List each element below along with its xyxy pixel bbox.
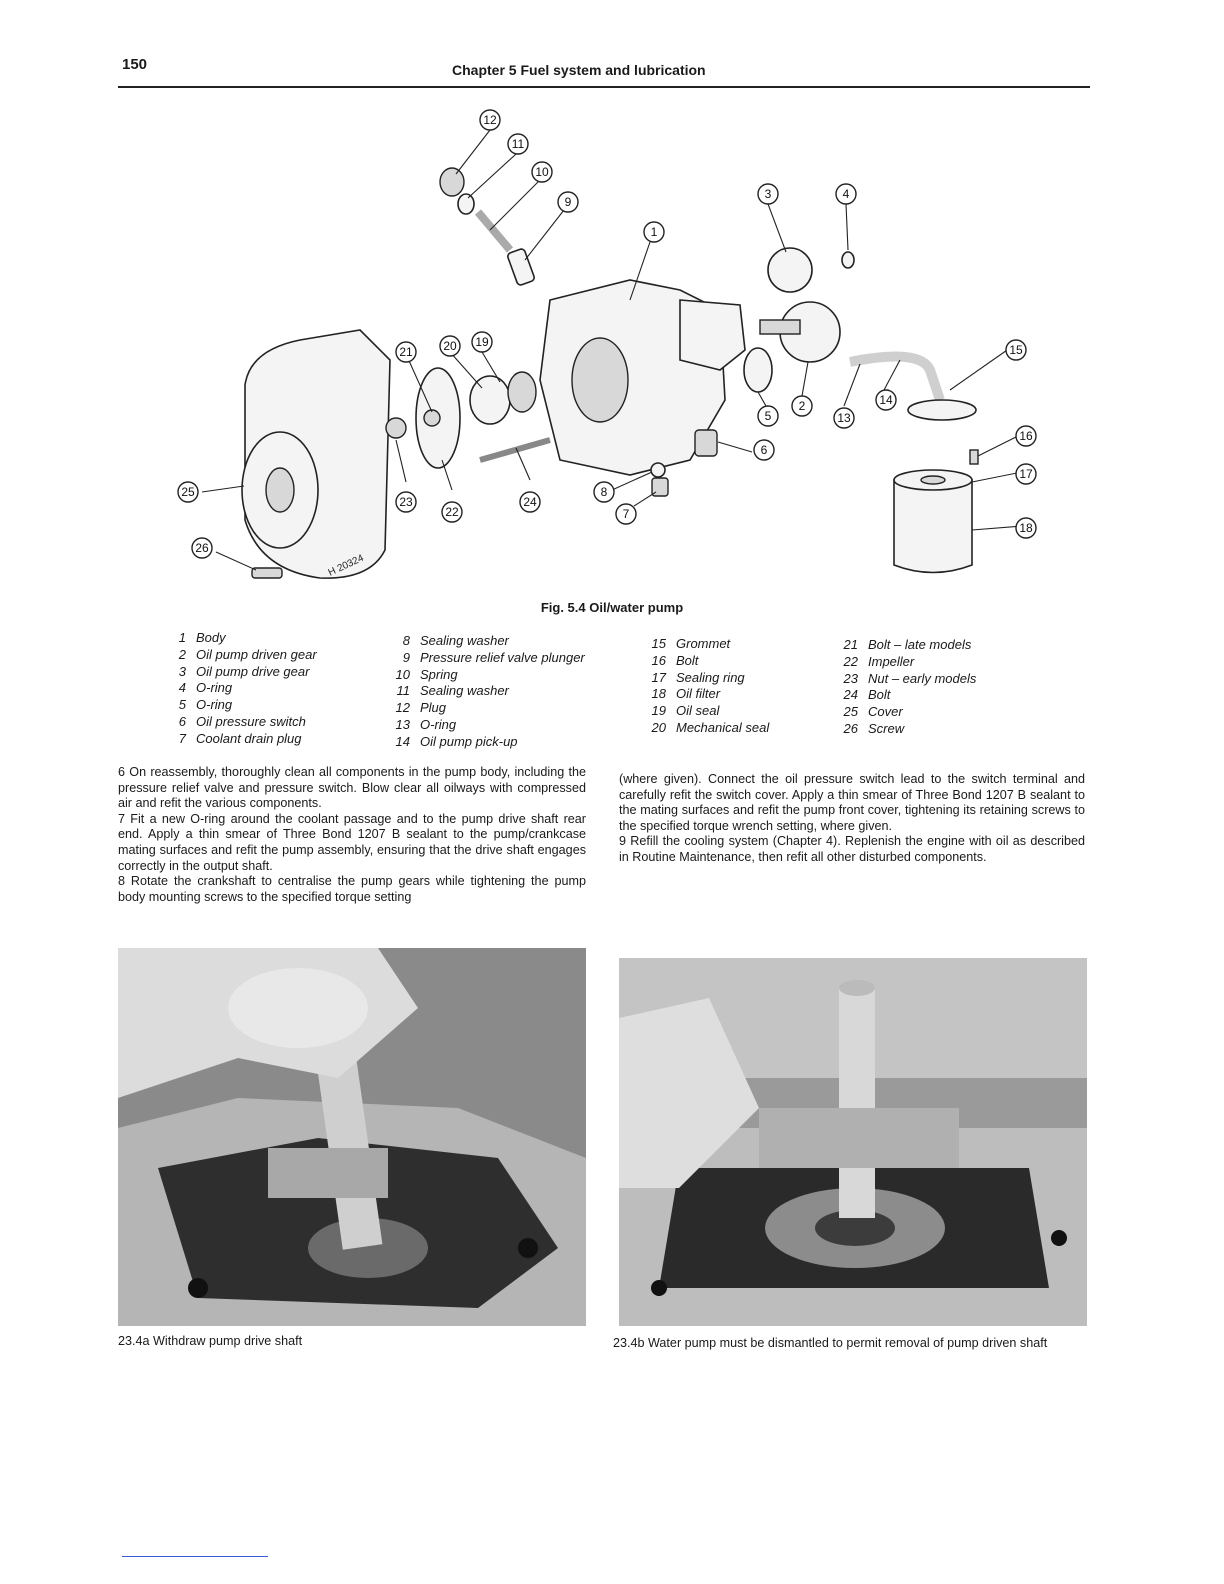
nut-part bbox=[386, 418, 406, 438]
sealing-washer-part bbox=[458, 194, 474, 214]
screw-part bbox=[252, 568, 282, 578]
mechanical-seal-part bbox=[470, 376, 510, 424]
legend-item: 11 Sealing washer bbox=[396, 683, 509, 699]
svg-text:4: 4 bbox=[842, 187, 850, 201]
svg-text:6: 6 bbox=[760, 443, 768, 457]
callout-4 bbox=[836, 184, 856, 204]
svg-text:2: 2 bbox=[798, 399, 806, 413]
svg-text:22: 22 bbox=[445, 505, 459, 519]
legend-item: 2 Oil pump driven gear bbox=[178, 646, 317, 662]
callout-23 bbox=[396, 492, 416, 512]
paragraph-8-continued: (where given). Connect the oil pressure switch lead to the switch terminal and carefully refit the switch cover. Apply a thin smear of Three Bond 1207 B sealant to the mating surfaces and refit the pump front cover, tightening its retaining screws to the specified torque wrench setting, where given. bbox=[619, 772, 1085, 833]
legend-item: 5 O-ring bbox=[178, 697, 233, 713]
legend-column-3 bbox=[640, 636, 769, 737]
legend-item: 23 Nut – early models bbox=[843, 670, 977, 686]
drive-gear-part bbox=[768, 248, 812, 292]
svg-text:20: 20 bbox=[443, 339, 457, 353]
legend-item: 25 Cover bbox=[843, 704, 903, 720]
legend-item: 18 Oil filter bbox=[651, 686, 721, 702]
chapter-title: Chapter 5 Fuel system and lubrication bbox=[452, 62, 706, 78]
svg-text:5: 5 bbox=[764, 409, 772, 423]
paragraph-8: 8 Rotate the crankshaft to centralise the pump gears while tightening the pump body mounting screws to the specified torque setting bbox=[118, 874, 586, 904]
figure-caption: Fig. 5.4 Oil/water pump bbox=[540, 600, 684, 615]
svg-text:1: 1 bbox=[650, 225, 658, 239]
photo-caption-right: 23.4b Water pump must be dismantled to permit removal of pump driven shaft bbox=[613, 1336, 1048, 1350]
callout-14 bbox=[876, 390, 896, 410]
svg-text:17: 17 bbox=[1019, 467, 1033, 481]
svg-text:23: 23 bbox=[399, 495, 413, 509]
legend-item: 22 Impeller bbox=[843, 653, 915, 669]
callout-8 bbox=[594, 482, 614, 502]
oil-pickup-part bbox=[850, 357, 940, 400]
callout-10 bbox=[532, 162, 552, 182]
callout-1 bbox=[644, 222, 664, 242]
photo-water-pump-dismantled bbox=[619, 958, 1087, 1326]
legend-item: 16 Bolt bbox=[651, 652, 699, 668]
callout-7 bbox=[616, 504, 636, 524]
paragraph-7: 7 Fit a new O-ring around the coolant passage and to the pump drive shaft rear end. Apply a thin smear of Three Bond 1207 B sealant to the pump/crankcase mating surfaces and refit the pump assembly, ensuring that the drive shaft engages correctly in the output shaft. bbox=[118, 811, 586, 873]
svg-text:3: 3 bbox=[764, 187, 772, 201]
legend-column-4 bbox=[832, 637, 976, 738]
svg-text:13: 13 bbox=[837, 411, 851, 425]
o-ring-4-part bbox=[842, 252, 854, 268]
legend-item: 4 O-ring bbox=[178, 680, 233, 696]
callout-12 bbox=[480, 110, 500, 130]
paragraph-6: 6 On reassembly, thoroughly clean all components in the pump body, including the pressure relief valve and pressure switch. Blow clear all oilways with compressed air and refit the various components. bbox=[118, 765, 586, 811]
legend-item: 17 Sealing ring bbox=[651, 669, 745, 685]
callout-2 bbox=[792, 396, 812, 416]
oil-filter-part bbox=[894, 480, 972, 573]
body-text-right bbox=[619, 772, 1085, 866]
o-ring-5-part bbox=[744, 348, 772, 392]
callout-15 bbox=[1006, 340, 1026, 360]
legend-column-2 bbox=[384, 633, 585, 751]
callout-18 bbox=[1016, 518, 1036, 538]
svg-text:18: 18 bbox=[1019, 521, 1033, 535]
photo-caption-left: 23.4a Withdraw pump drive shaft bbox=[118, 1334, 303, 1348]
legend-item: 14 Oil pump pick-up bbox=[395, 733, 518, 749]
drawing-code: H 20324 bbox=[326, 552, 366, 579]
callout-9 bbox=[558, 192, 578, 212]
callout-3 bbox=[758, 184, 778, 204]
svg-text:7: 7 bbox=[622, 507, 630, 521]
svg-text:11: 11 bbox=[511, 137, 525, 151]
legend-item: 20 Mechanical seal bbox=[651, 719, 770, 735]
callout-11 bbox=[508, 134, 528, 154]
legend-item: 8 Sealing washer bbox=[402, 633, 509, 648]
svg-text:19: 19 bbox=[475, 335, 489, 349]
svg-text:16: 16 bbox=[1019, 429, 1033, 443]
callout-16 bbox=[1016, 426, 1036, 446]
legend-item: 19 Oil seal bbox=[651, 703, 720, 719]
callout-6 bbox=[754, 440, 774, 460]
legend-item: 21 Bolt – late models bbox=[843, 637, 972, 652]
legend-item: 1 Body bbox=[178, 630, 226, 645]
sealing-washer-8-part bbox=[651, 463, 665, 477]
callout-24 bbox=[520, 492, 540, 512]
oil-seal-part bbox=[508, 372, 536, 412]
legend-item: 10 Spring bbox=[395, 666, 458, 682]
bolt-16-part bbox=[970, 450, 978, 464]
callout-26 bbox=[192, 538, 212, 558]
photo-drawing-left bbox=[118, 948, 586, 1326]
footnote-rule bbox=[122, 1556, 268, 1557]
legend-item: 13 O-ring bbox=[395, 716, 457, 732]
oil-pressure-switch-part bbox=[695, 430, 717, 456]
paragraph-9: 9 Refill the cooling system (Chapter 4). Replenish the engine with oil as described in Routine Maintenance, then refit all other disturbed components. bbox=[619, 834, 1085, 864]
svg-text:10: 10 bbox=[535, 165, 549, 179]
callout-19 bbox=[472, 332, 492, 352]
callout-21 bbox=[396, 342, 416, 362]
callout-13 bbox=[834, 408, 854, 428]
legend-item: 26 Screw bbox=[843, 720, 905, 736]
legend-item: 7 Coolant drain plug bbox=[178, 730, 302, 746]
diagram-drawing bbox=[160, 100, 1060, 590]
callout-22 bbox=[442, 502, 462, 522]
svg-text:8: 8 bbox=[600, 485, 608, 499]
callout-20 bbox=[440, 336, 460, 356]
svg-text:24: 24 bbox=[523, 495, 537, 509]
svg-text:14: 14 bbox=[879, 393, 893, 407]
legend-item: 12 Plug bbox=[395, 700, 447, 716]
callout-5 bbox=[758, 406, 778, 426]
legend-column-1 bbox=[160, 630, 317, 748]
header-rule bbox=[118, 86, 1090, 88]
legend-item: 9 Pressure relief valve plunger bbox=[402, 649, 585, 665]
legend-item: 6 Oil pressure switch bbox=[178, 713, 306, 729]
plug-part bbox=[440, 168, 464, 196]
legend-item: 3 Oil pump drive gear bbox=[178, 663, 310, 679]
svg-text:12: 12 bbox=[483, 113, 497, 127]
photo-drawing-right bbox=[619, 958, 1087, 1326]
body-text-left bbox=[118, 765, 586, 905]
svg-text:21: 21 bbox=[399, 345, 413, 359]
svg-text:15: 15 bbox=[1009, 343, 1023, 357]
callout-25 bbox=[178, 482, 198, 502]
plunger-part bbox=[507, 248, 536, 286]
callout-17 bbox=[1016, 464, 1036, 484]
legend-item: 24 Bolt bbox=[843, 687, 891, 703]
photo-withdraw-drive-shaft bbox=[118, 948, 586, 1326]
page-number: 150 bbox=[122, 56, 148, 73]
svg-text:26: 26 bbox=[195, 541, 209, 555]
svg-text:25: 25 bbox=[181, 485, 195, 499]
exploded-diagram bbox=[160, 100, 1060, 590]
svg-text:9: 9 bbox=[564, 195, 572, 209]
legend-item: 15 Grommet bbox=[651, 636, 731, 651]
